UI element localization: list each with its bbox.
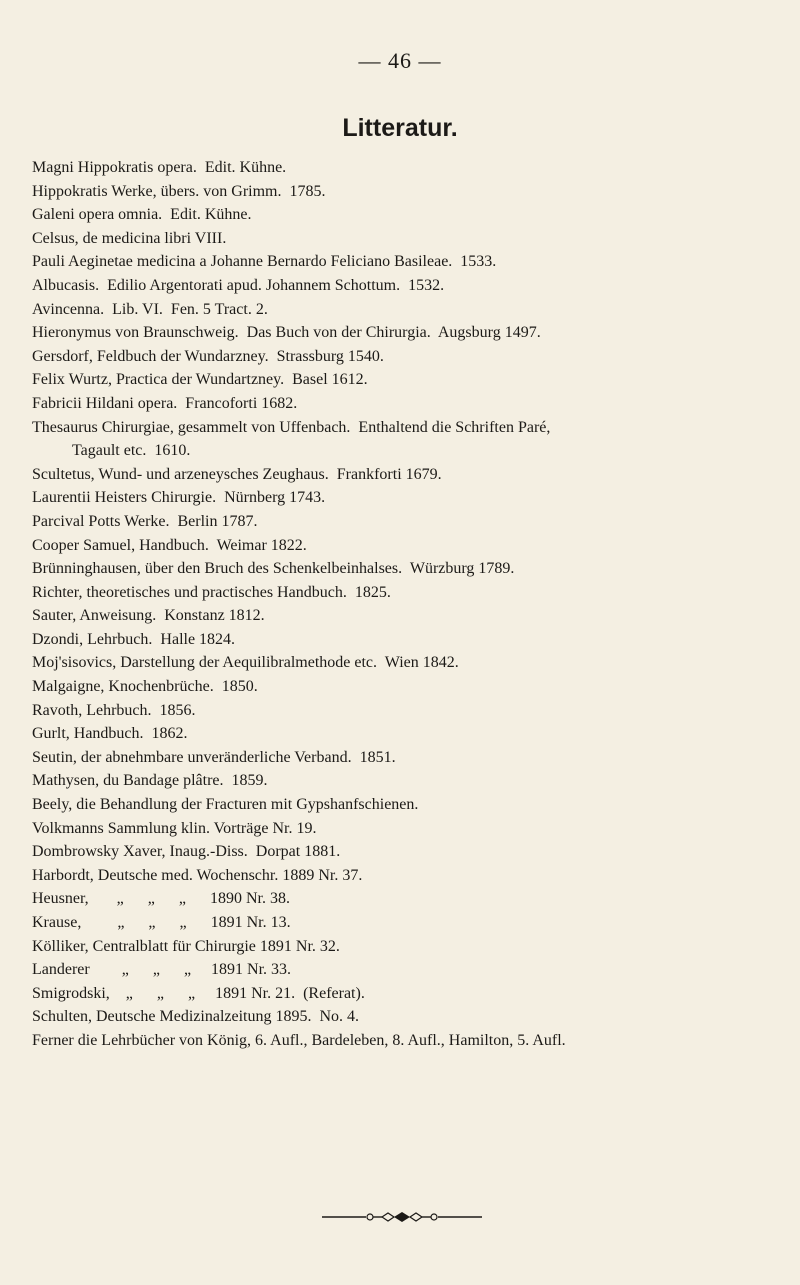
bibliography-entry: Schulten, Deutsche Medizinalzeitung 1895. No. 4. [32,1008,360,1026]
page-number: — 46 — [358,48,442,73]
bibliography-entry: Hippokratis Werke, übers. von Grimm. 1785. [32,182,326,200]
bibliography-entry: Seutin, der abnehmbare unveränderliche Verband. 1851. [32,748,396,766]
bibliography-entry: Richter, theoretisches und practisches Handbuch. 1825. [32,583,391,601]
bibliography-entry: Mathysen, du Bandage plâtre. 1859. [32,772,268,790]
bibliography-entry: Ferner die Lehrbücher von König, 6. Aufl., Bardeleben, 8. Aufl., Hamilton, 5. Aufl. [32,1031,566,1049]
bibliography-entry: Landerer „ „ „ 1891 Nr. 33. [32,961,292,979]
bibliography-entry: Malgaigne, Knochenbrüche. 1850. [32,678,258,696]
section-heading: Litteratur. [342,114,458,142]
bibliography-entry: Sauter, Anweisung. Konstanz 1812. [32,607,265,625]
bibliography-entry: Fabricii Hildani opera. Francoforti 1682. [32,394,298,412]
bibliography-entry: Scultetus, Wund- und arzeneysches Zeughaus. Frankforti 1679. [32,465,442,483]
bibliography-entry: Krause, „ „ „ 1891 Nr. 13. [32,914,291,931]
bibliography-entry-continuation: Tagault etc. 1610. [72,442,191,460]
bibliography-entry: Kölliker, Centralblatt für Chirurgie 1891 Nr. 32. [32,937,340,955]
bibliography-entry: Dzondi, Lehrbuch. Halle 1824. [32,630,236,648]
bibliography-entry: Laurentii Heisters Chirurgie. Nürnberg 1743. [32,489,326,507]
bibliography-entry: Thesaurus Chirurgiae, gesammelt von Uffenbach. Enthaltend die Schriften Paré, [32,418,551,436]
bibliography-entry: Volkmanns Sammlung klin. Vorträge Nr. 19. [32,819,317,837]
bibliography-entry: Harbordt, Deutsche med. Wochenschr. 1889 Nr. 37. [32,866,363,884]
bibliography-entry: Cooper Samuel, Handbuch. Weimar 1822. [32,536,307,554]
bibliography-entry: Pauli Aeginetae medicina a Johanne Bernardo Feliciano Basileae. 1533. [32,253,497,271]
bibliography-list [32,156,792,1053]
bibliography-entry: Felix Wurtz, Practica der Wundartzney. Basel 1612. [32,371,368,389]
bibliography-entry: Avincenna. Lib. VI. Fen. 5 Tract. 2. [32,300,268,318]
bibliography-entry: Gersdorf, Feldbuch der Wundarzney. Strassburg 1540. [32,347,384,365]
bibliography-entry: Celsus, de medicina libri VIII. [32,229,227,247]
bibliography-entry: Brünninghausen, über den Bruch des Schenkelbeinhalses. Würzburg 1789. [32,560,515,578]
bibliography-entry: Albucasis. Edilio Argentorati apud. Johannem Schottum. 1532. [32,276,445,294]
end-ornament [322,1210,482,1224]
bibliography-entry: Hieronymus von Braunschweig. Das Buch von der Chirurgia. Augsburg 1497. [32,324,541,342]
bibliography-entry: Beely, die Behandlung der Fracturen mit Gypshanfschienen. [32,796,419,814]
bibliography-entry: Gurlt, Handbuch. 1862. [32,725,188,743]
bibliography-entry: Galeni opera omnia. Edit. Kühne. [32,206,252,224]
bibliography-entry: Moj'sisovics, Darstellung der Aequilibralmethode etc. Wien 1842. [32,654,459,672]
bibliography-entry: Heusner, „ „ „ 1890 Nr. 38. [32,890,290,908]
bibliography-entry: Parcival Potts Werke. Berlin 1787. [32,512,258,530]
bibliography-entry: Smigrodski, „ „ „ 1891 Nr. 21. (Referat). [32,984,365,1002]
bibliography-entry: Dombrowsky Xaver, Inaug.-Diss. Dorpat 1881. [32,843,341,861]
bibliography-entry: Ravoth, Lehrbuch. 1856. [32,701,196,719]
bibliography-entry: Magni Hippokratis opera. Edit. Kühne. [32,159,287,176]
